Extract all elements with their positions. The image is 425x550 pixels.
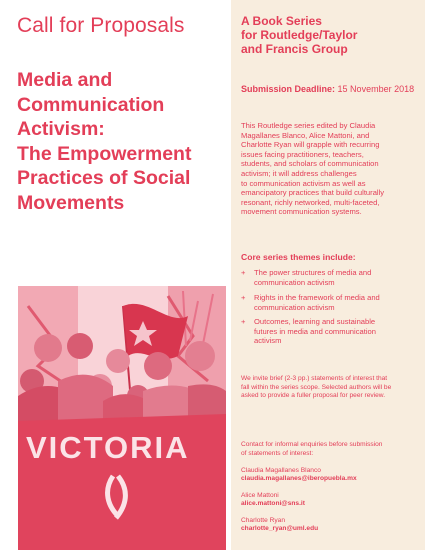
series-title-line: Movements xyxy=(17,191,125,214)
series-title-line: The Empowerment xyxy=(17,142,192,165)
description-line: movement communication systems. xyxy=(241,207,362,217)
contact-intro-line: of statements of interest: xyxy=(241,449,314,457)
contact-email-link[interactable]: claudia.magallanes@iberopuebla.mx xyxy=(241,475,357,483)
series-title-line: Communication xyxy=(17,93,165,116)
theme-line: communication activism xyxy=(254,277,335,287)
contact-entry xyxy=(241,467,421,484)
theme-line: The power structures of media and xyxy=(254,268,372,277)
series-title-line: Practices of Social xyxy=(17,167,191,189)
invitation-line: asked to provide a fuller proposal for peer review. xyxy=(241,392,386,400)
description-line: students, and scholars of communication xyxy=(241,159,379,169)
banner-text: VICTORIA xyxy=(26,430,190,465)
contact-entry xyxy=(241,492,421,509)
contact-intro-line: Contact for informal enquiries before submission xyxy=(241,441,383,448)
deadline-value: 15 November 2018 xyxy=(337,84,415,94)
description-line: resonant, richly networked, multi-faceted, xyxy=(241,197,380,207)
theme-line: Rights in the framework of media and xyxy=(254,293,380,302)
core-themes-heading: Core series themes include: xyxy=(241,252,356,262)
invitation-line: We invite brief (2-3 pp.) statements of interest that xyxy=(241,375,388,382)
book-series-line: and Francis Group xyxy=(241,42,348,56)
description-line: emancipatory practices that build culturally xyxy=(241,188,385,198)
protest-photo xyxy=(18,286,226,550)
invitation-line: fall within the series scope. Selected authors will be xyxy=(241,383,392,391)
submission-deadline xyxy=(241,84,421,95)
description-line: Magallanes Blanco, Alice Mattoni, and xyxy=(241,130,370,140)
plus-icon: + xyxy=(241,317,246,326)
book-series-heading xyxy=(241,14,421,56)
plus-icon: + xyxy=(241,293,246,302)
description-line: activism; it will address challenges xyxy=(241,168,357,178)
series-title-line: Activism: xyxy=(17,118,105,140)
series-title-line: Media and xyxy=(17,69,113,91)
description-line: to communication activism as well as xyxy=(241,178,366,188)
book-series-line: for Routledge/Taylor xyxy=(241,28,358,42)
theme-line: activism xyxy=(254,336,282,346)
theme-line: communication activism xyxy=(254,302,335,312)
description-line: issues facing practitioners, teachers, xyxy=(241,149,364,159)
contact-name: Charlotte Ryan xyxy=(241,517,285,524)
theme-line: futures in media and communication xyxy=(254,326,376,336)
contact-email-link[interactable]: alice.mattoni@sns.it xyxy=(241,500,305,508)
call-for-proposals-heading: Call for Proposals xyxy=(17,14,185,37)
book-series-line: A Book Series xyxy=(241,14,322,28)
contact-name: Claudia Magallanes Blanco xyxy=(241,467,321,474)
series-description xyxy=(241,121,417,217)
plus-icon: + xyxy=(241,268,246,277)
description-line: This Routledge series edited by Claudia xyxy=(241,121,376,130)
series-title xyxy=(17,68,229,215)
protest-photo-illustration xyxy=(18,286,226,550)
description-line: Charlotte Ryan will grapple with recurring xyxy=(241,140,380,150)
contact-email-link[interactable]: charlotte_ryan@uml.edu xyxy=(241,525,319,533)
theme-line: Outcomes, learning and sustainable xyxy=(254,317,376,326)
invitation-text xyxy=(241,375,419,401)
contact-name: Alice Mattoni xyxy=(241,492,279,499)
contact-entry xyxy=(241,517,421,534)
deadline-label: Submission Deadline: xyxy=(241,84,336,94)
contact-intro xyxy=(241,441,421,458)
